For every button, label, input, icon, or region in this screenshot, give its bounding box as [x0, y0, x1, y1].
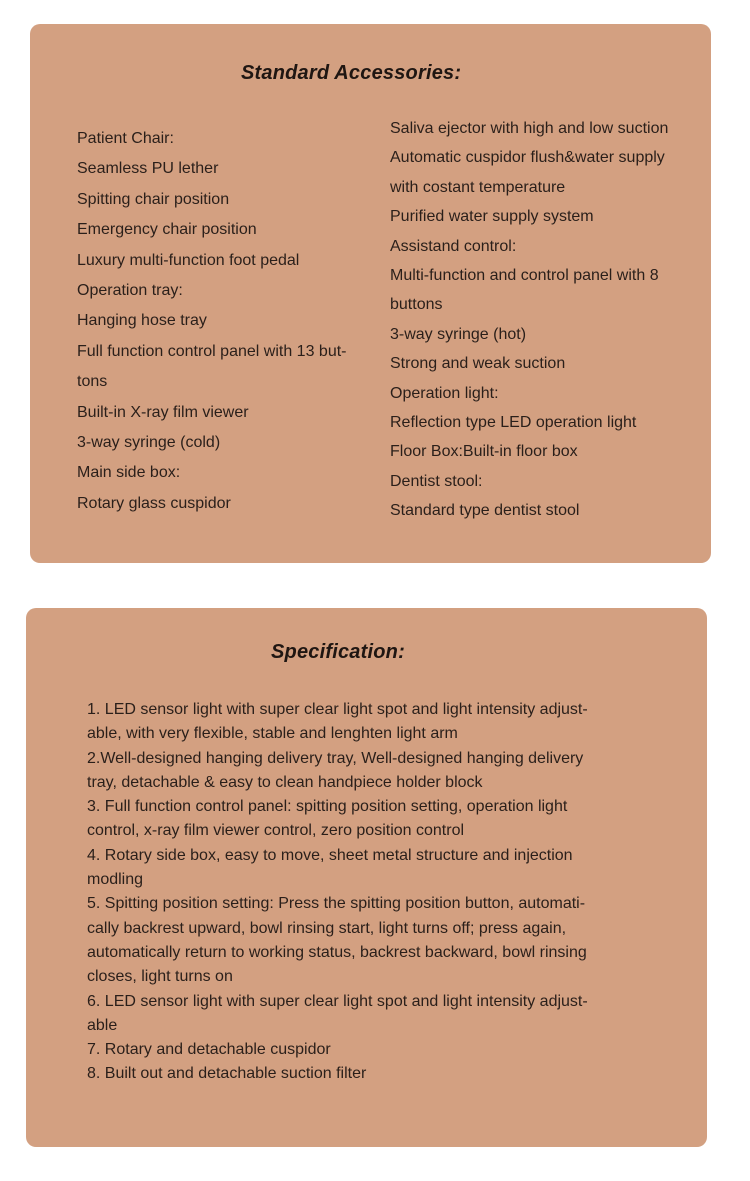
accessory-item: buttons: [390, 296, 443, 314]
accessory-item: Floor Box:Built-in floor box: [390, 443, 578, 461]
specification-line: 2.Well-designed hanging delivery tray, Well-designed hanging delivery: [87, 749, 584, 767]
specification-line: 3. Full function control panel: spitting position setting, operation light: [87, 798, 568, 816]
accessory-item: Spitting chair position: [77, 190, 230, 208]
accessory-item: Main side box:: [77, 464, 181, 482]
specification-line: 1. LED sensor light with super clear light spot and light intensity adjust-: [87, 701, 588, 718]
specification-line: automatically return to working status, backrest backward, bowl rinsing: [87, 943, 587, 961]
accessory-item: Strong and weak suction: [390, 355, 566, 373]
specification-list: [87, 698, 632, 1087]
accessory-item: Built-in X-ray film viewer: [77, 403, 249, 421]
accessory-item: with costant temperature: [390, 178, 566, 196]
accessory-item: Luxury multi-function foot pedal: [77, 251, 300, 269]
accessories-left-column: [77, 124, 377, 519]
accessory-item: tons: [77, 373, 108, 391]
specification-line: 4. Rotary side box, easy to move, sheet metal structure and injection: [87, 846, 573, 864]
specification-line: 5. Spitting position setting: Press the spitting position button, automati-: [87, 895, 586, 913]
specification-line: able: [87, 1016, 118, 1034]
specification-line: 6. LED sensor light with super clear light spot and light intensity adjust-: [87, 992, 588, 1010]
specification-panel: [26, 608, 707, 1147]
accessory-item: Purified water supply system: [390, 208, 594, 226]
accessory-item: Operation light:: [390, 384, 499, 402]
accessory-item: Hanging hose tray: [77, 312, 207, 330]
specification-line: modling: [87, 871, 144, 889]
accessory-item: Reflection type LED operation light: [390, 414, 637, 432]
accessory-item: Automatic cuspidor flush&water supply: [390, 149, 665, 167]
accessory-item: Multi-function and control panel with 8: [390, 267, 659, 285]
specification-title: Specification:: [271, 641, 405, 663]
accessory-item: Operation tray:: [77, 282, 183, 300]
specification-line: control, x-ray film viewer control, zero position control: [87, 822, 465, 840]
standard-accessories-title: Standard Accessories:: [241, 62, 462, 84]
accessory-item: Standard type dentist stool: [390, 502, 580, 520]
specification-line: closes, light turns on: [87, 968, 233, 986]
accessory-item: Seamless PU lether: [77, 160, 219, 178]
specification-line: 7. Rotary and detachable cuspidor: [87, 1041, 331, 1059]
accessory-item: Emergency chair position: [77, 221, 257, 239]
specification-line: cally backrest upward, bowl rinsing start, light turns off; press again,: [87, 919, 567, 937]
accessory-item: Patient Chair:: [77, 130, 174, 147]
accessory-item: Saliva ejector with high and low suction: [390, 120, 669, 137]
accessory-item: Full function control panel with 13 but-: [77, 342, 347, 360]
accessory-item: 3-way syringe (cold): [77, 434, 221, 452]
accessory-item: Dentist stool:: [390, 472, 483, 490]
standard-accessories-panel: [30, 24, 711, 563]
accessory-item: Assistand control:: [390, 237, 517, 255]
accessories-right-column: [390, 114, 700, 526]
accessory-item: 3-way syringe (hot): [390, 325, 527, 343]
accessory-item: Rotary glass cuspidor: [77, 494, 231, 512]
specification-line: tray, detachable & easy to clean handpiece holder block: [87, 773, 483, 791]
specification-line: able, with very flexible, stable and lenghten light arm: [87, 725, 458, 743]
specification-line: 8. Built out and detachable suction filter: [87, 1065, 367, 1083]
